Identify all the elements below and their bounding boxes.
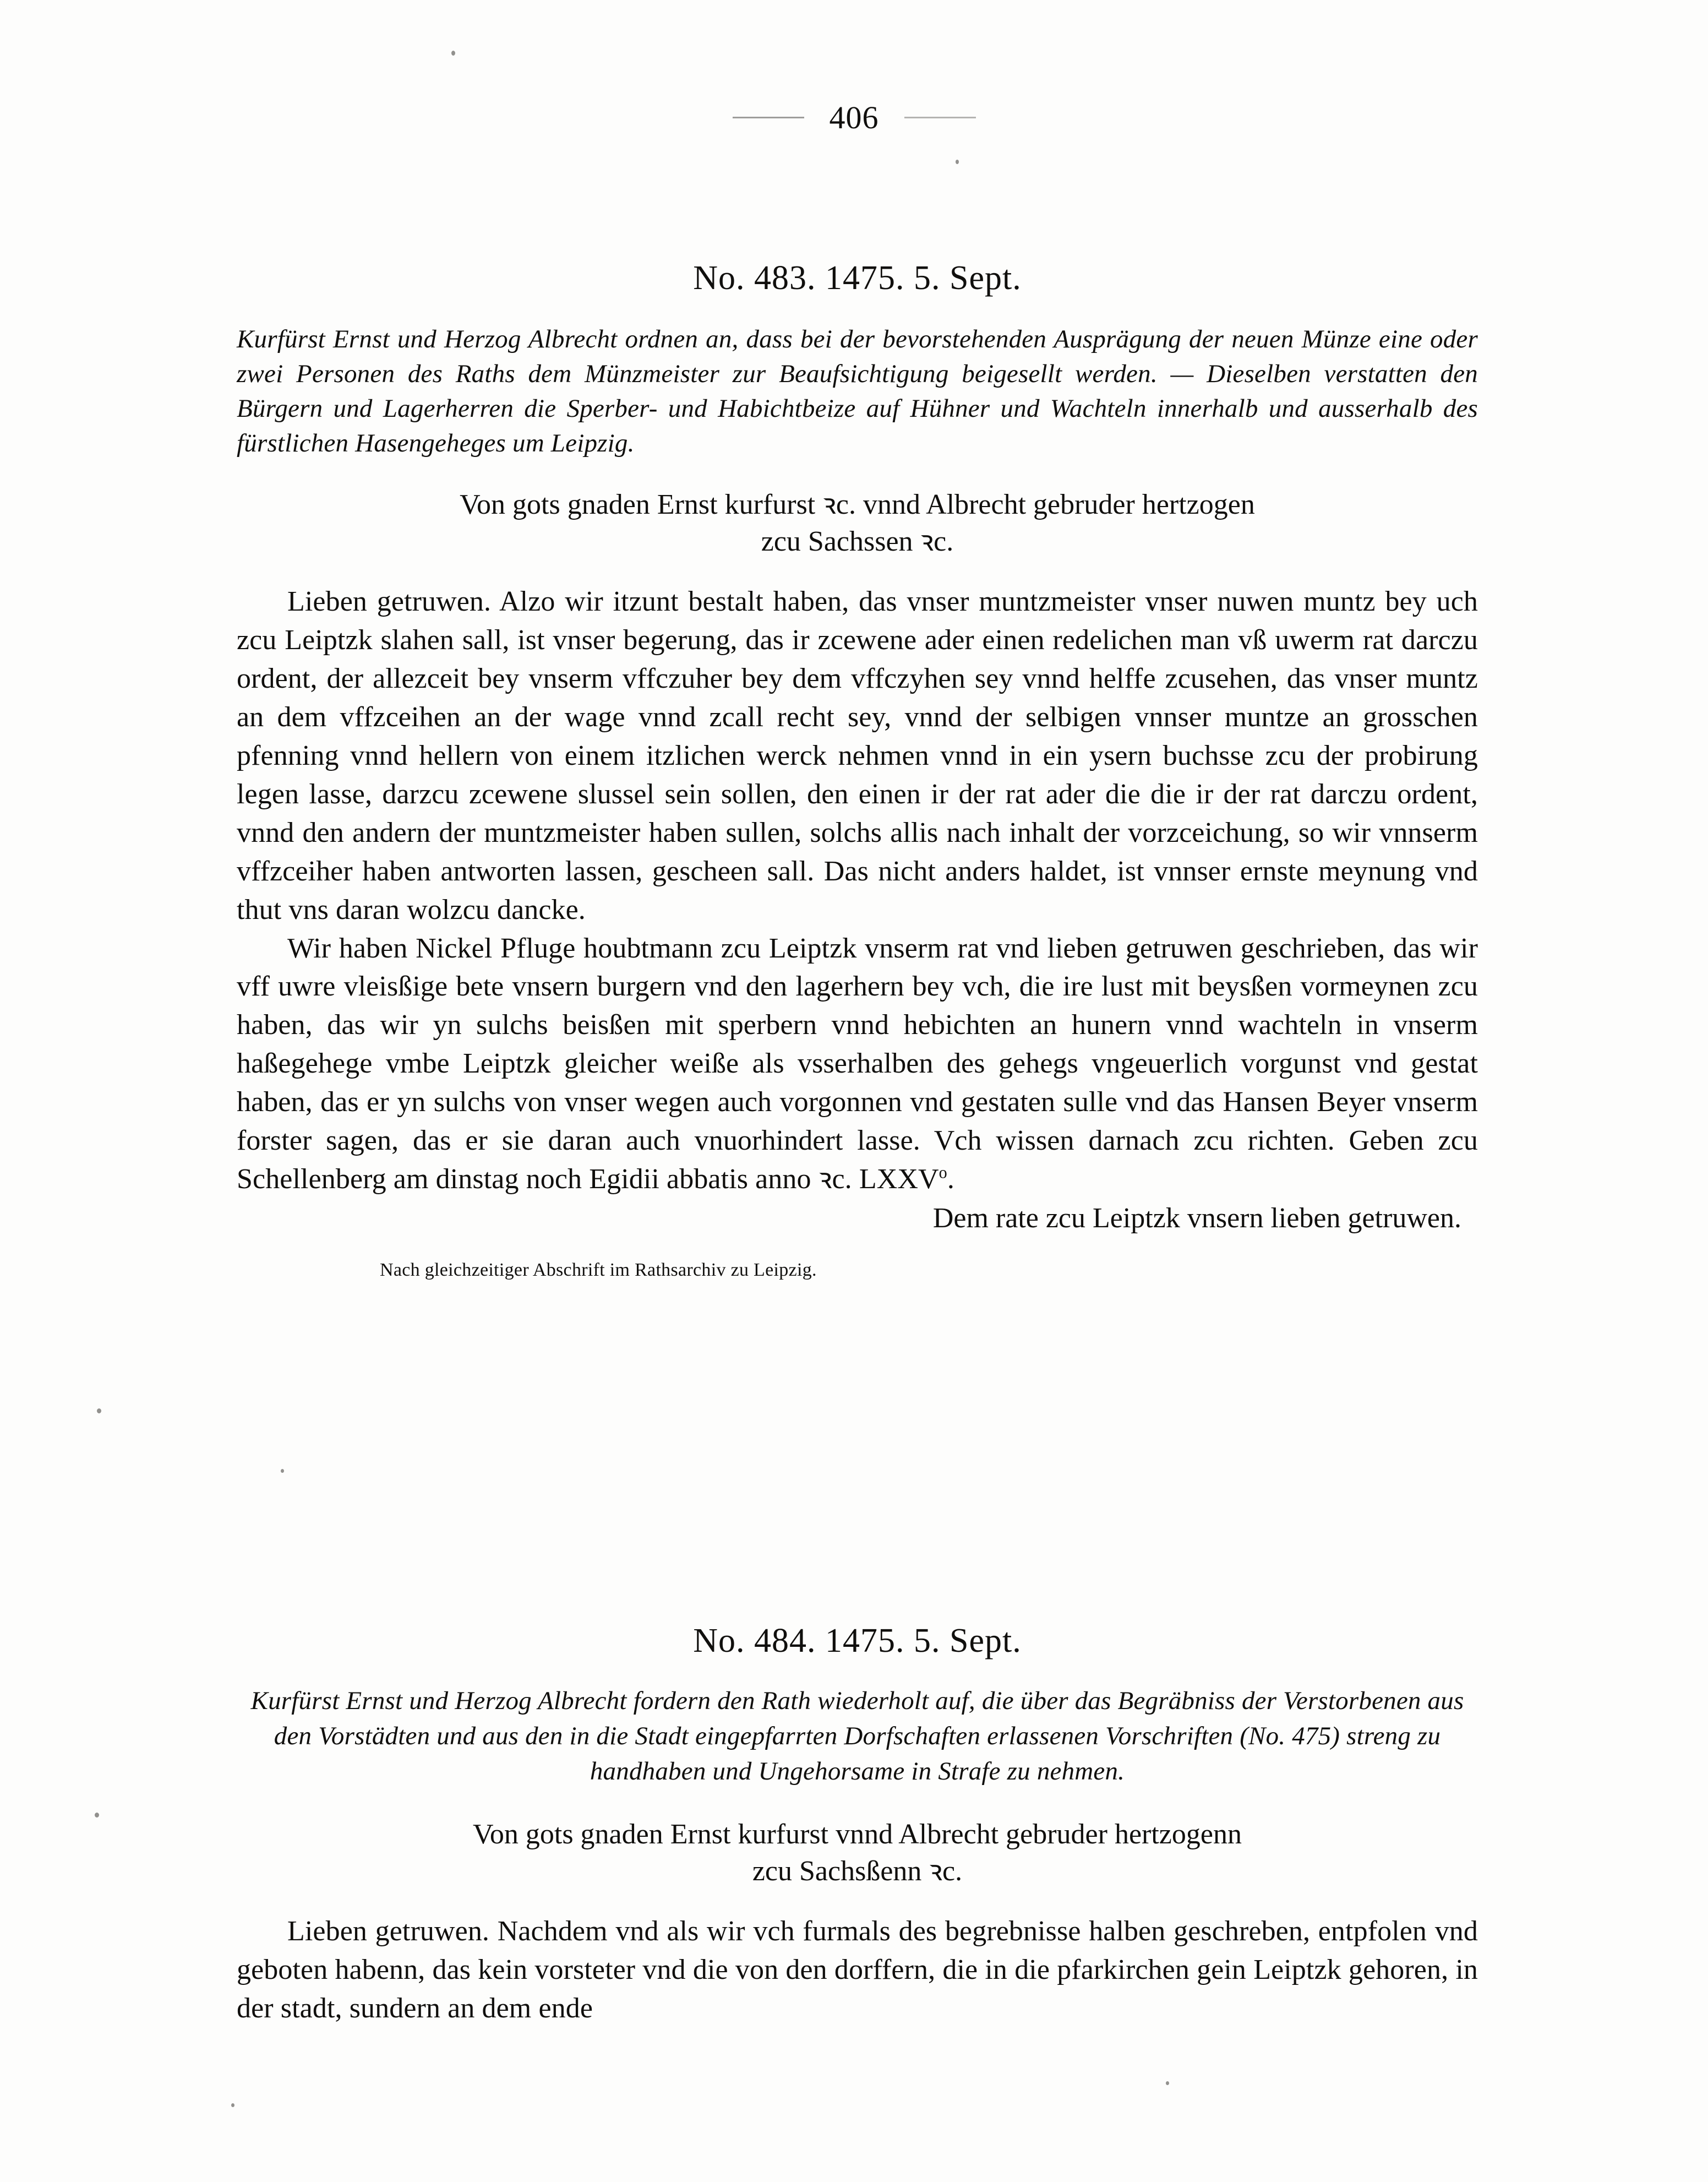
entry-no-483	[237, 259, 1478, 1281]
scan-speck	[231, 2103, 234, 2107]
entry-paragraph-1-483: Lieben getruwen. Alzo wir itzunt bestalt haben, das vnser muntzmeister vnser nuwen muntz bey uch zcu Leiptzk slahen sall, ist vnser begerung, das ir zcewene ader einen redelichen man vß uwerm rat darczu ordent, der allezceit bey vnserm vffczuher bey dem vffczyhen sey vnnd helffe zcusehen, das vnser muntz an dem vffzceihen an der wage vnnd zcall recht sey, vnnd der selbigen vnnser muntze an grosschen pfenning vnnd hellern von einem itzlichen werck nehmen vnnd in ein ysern buchsse zcu der probirung legen lasse, darzcu zcewene slussel sein sollen, den einen ir der rat ader die die ir der rat darczu ordent, vnnd den andern der muntzmeister haben sullen, solchs allis nach inhalt der vorzceichung, so wir vnnserm vffzceiher haben antworten lassen, gescheen sall. Das nicht anders haldet, ist vnnser ernste meynung vnd thut vns daran wolzcu dancke.	[237, 586, 1478, 926]
head-rule-right	[904, 117, 976, 118]
entry-regest-484: Kurfürst Ernst und Herzog Albrecht fordern den Rath wiederholt auf, die über das Begräbniss der Verstorbenen aus den Vorstädten und aus den in die Stadt eingepfarrten Dorfschaften erlassenen Vorschriften (No. 475) streng zu handhaben und Ungehorsame in Strafe zu nehmen.	[250, 1686, 1464, 1786]
scan-speck	[956, 160, 959, 164]
scan-speck	[95, 1813, 99, 1818]
scan-speck	[451, 51, 455, 56]
address-line-1-484: Von gots gnaden Ernst kurfurst vnnd Albrecht gebruder hertzogenn	[473, 1818, 1242, 1850]
entry-title-483: No. 483. 1475. 5. Sept.	[693, 259, 1022, 297]
address-line-2-483: zcu Sachssen ꝛc.	[761, 526, 954, 558]
paragraph-2-text: Wir haben Nickel Pfluge houbtmann zcu Leiptzk vnserm rat vnd lieben getruwen geschrieben, das wir vff uwre vleisßige bete vnsern burgern vnd den lagerhern bey vch, die ire lust mit beysßen vormeynen zcu haben, das wir yn sulchs beisßen mit sperbern vnnd hebichten an hunern vnnd wachteln in vnserm haßegehege vmbe Leiptzk gleicher weiße als vsserhalben des gehegs vngeuerlich vorgunst vnd gestat haben, das er yn sulchs von vnser wegen auch vorgonnen vnd gestaten sulle vnd das Hansen Beyer vnserm forster sagen, das er sie daran auch vnuorhindert lasse. Vch wissen darnach zcu richten. Geben zcu Schellenberg am dinstag noch Egidii abbatis anno ꝛc. LXXV	[237, 932, 1478, 1195]
scan-speck	[281, 1469, 284, 1473]
page-number: 406	[829, 100, 879, 135]
address-line-1-483: Von gots gnaden Ernst kurfurst ꝛc. vnnd Albrecht gebruder hertzogen	[460, 488, 1255, 520]
entry-closing-483: Dem rate zcu Leiptzk vnsern lieben getruwen.	[932, 1202, 1461, 1234]
scan-speck	[97, 1408, 101, 1413]
head-rule-left	[733, 117, 804, 118]
entry-regest-483: Kurfürst Ernst und Herzog Albrecht ordnen an, dass bei der bevorstehenden Ausprägung der neuen Münze eine oder zwei Personen des Raths dem Münzmeister zur Beaufsichtigung beigesellt werden. — Dieselben verstatten den Bürgern und Lagerherren die Sperber- und Habichtbeize auf Hühner und Wachteln innerhalb und ausserhalb des fürstlichen Hasengeheges um Leipzig.	[237, 325, 1478, 458]
roman-numeral-superscript: o	[938, 1163, 947, 1182]
entry-no-484	[237, 1621, 1478, 2028]
entry-title-484: No. 484. 1475. 5. Sept.	[693, 1622, 1022, 1659]
paragraph-2-tail: .	[947, 1163, 954, 1195]
address-line-2-484: zcu Sachsßenn ꝛc.	[752, 1855, 963, 1887]
entry-paragraph-1-484: Lieben getruwen. Nachdem vnd als wir vch furmals des begrebnisse halben geschreben, entpfolen vnd geboten habenn, das kein vorsteter vnd die von den dorffern, die in die pfarkirchen gein Leiptzk gehoren, in der stadt, sundern an dem ende	[237, 1915, 1478, 2024]
entry-paragraph-2-483	[237, 929, 1478, 1199]
source-note-483: Nach gleichzeitiger Abschrift im Rathsarchiv zu Leipzig.	[380, 1260, 817, 1281]
scan-speck	[1166, 2081, 1169, 2085]
running-head	[0, 99, 1708, 136]
